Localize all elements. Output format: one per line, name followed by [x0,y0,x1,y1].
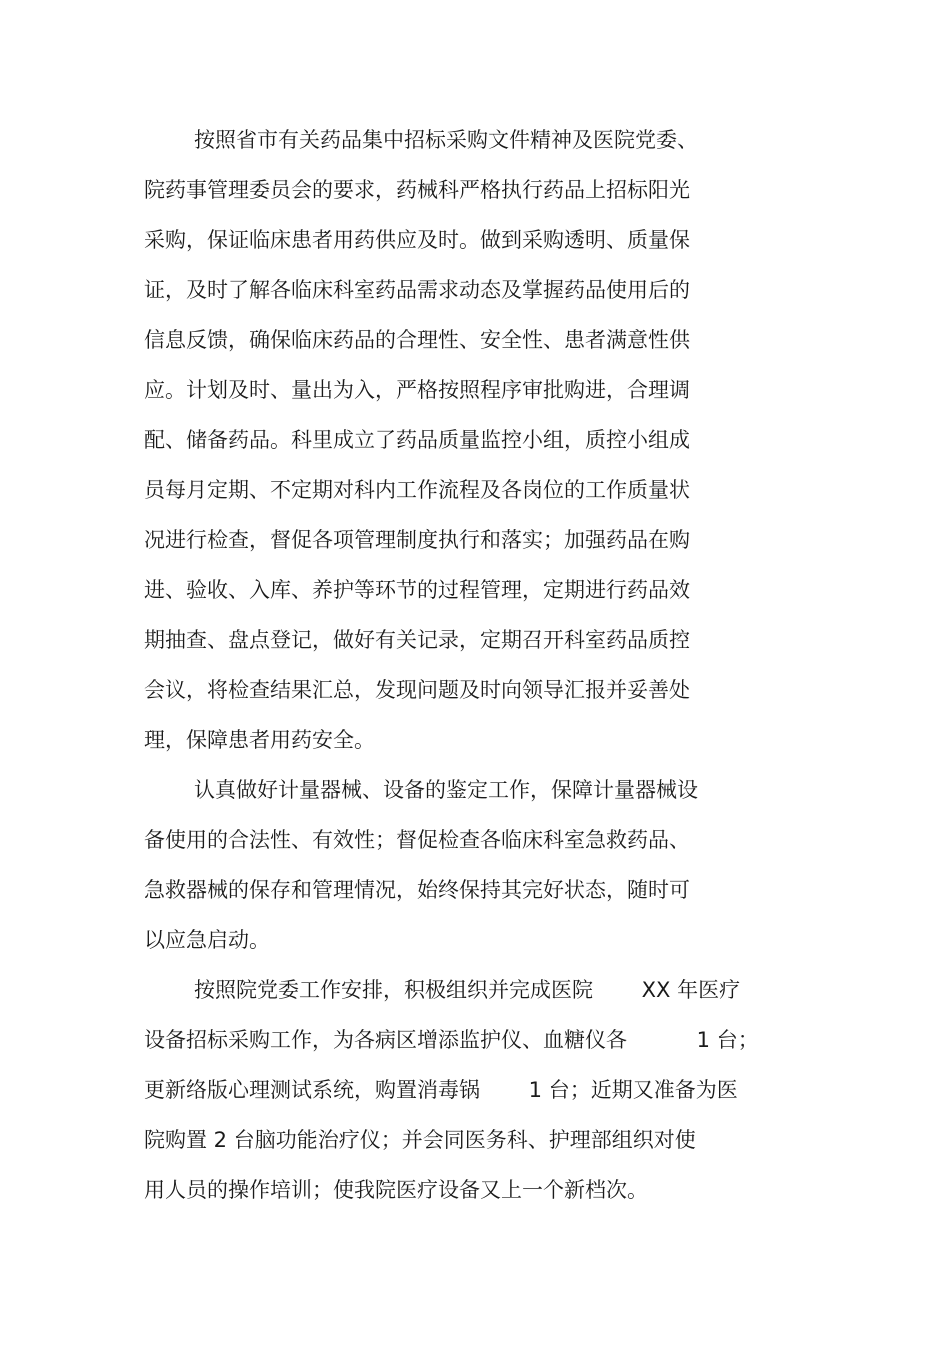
paragraph-1-line-10: 进、验收、入库、养护等环节的过程管理，定期进行药品效 [144,578,690,602]
paragraph-2-line-1: 认真做好计量器械、设备的鉴定工作，保障计量器械设 [194,778,698,802]
paragraph-2-line-4: 以应急启动。 [144,928,270,952]
paragraph-1-line-9: 况进行检查，督促各项管理制度执行和落实；加强药品在购 [144,528,690,552]
paragraph-1-line-8: 员每月定期、不定期对科内工作流程及各岗位的工作质量状 [144,478,690,502]
paragraph-1-line-3: 采购，保证临床患者用药供应及时。做到采购透明、质量保 [144,228,690,252]
paragraph-1-line-6: 应。计划及时、量出为入，严格按照程序审批购进，合理调 [144,378,690,402]
paragraph-1-line-5: 信息反馈，确保临床药品的合理性、安全性、患者满意性供 [144,328,690,352]
paragraph-2-line-2: 备使用的合法性、有效性；督促检查各临床科室急救药品、 [144,828,690,852]
paragraph-3-line-1: 按照院党委工作安排，积极组织并完成医院 XX 年医疗 [194,978,741,1002]
paragraph-2-line-3: 急救器械的保存和管理情况，始终保持其完好状态，随时可 [144,878,690,902]
paragraph-3-line-5: 用人员的操作培训；使我院医疗设备又上一个新档次。 [144,1178,648,1202]
paragraph-3-line-4: 院购置 2 台脑功能治疗仪；并会同医务科、护理部组织对使 [144,1128,696,1152]
paragraph-1-line-4: 证，及时了解各临床科室药品需求动态及掌握药品使用后的 [144,278,690,302]
paragraph-1-line-11: 期抽查、盘点登记，做好有关记录，定期召开科室药品质控 [144,628,690,652]
paragraph-1-line-7: 配、储备药品。科里成立了药品质量监控小组，质控小组成 [144,428,690,452]
paragraph-1-line-1: 按照省市有关药品集中招标采购文件精神及医院党委、 [194,128,698,152]
paragraph-3-line-2: 设备招标采购工作，为各病区增添监护仪、血糖仪各 1 台； [144,1028,759,1052]
paragraph-3-line-3: 更新络版心理测试系统，购置消毒锅 1 台；近期又准备为医 [144,1078,738,1102]
paragraph-1-line-13: 理，保障患者用药安全。 [144,728,375,752]
paragraph-1-line-2: 院药事管理委员会的要求，药械科严格执行药品上招标阳光 [144,178,690,202]
paragraph-1-line-12: 会议，将检查结果汇总，发现问题及时向领导汇报并妥善处 [144,678,690,702]
